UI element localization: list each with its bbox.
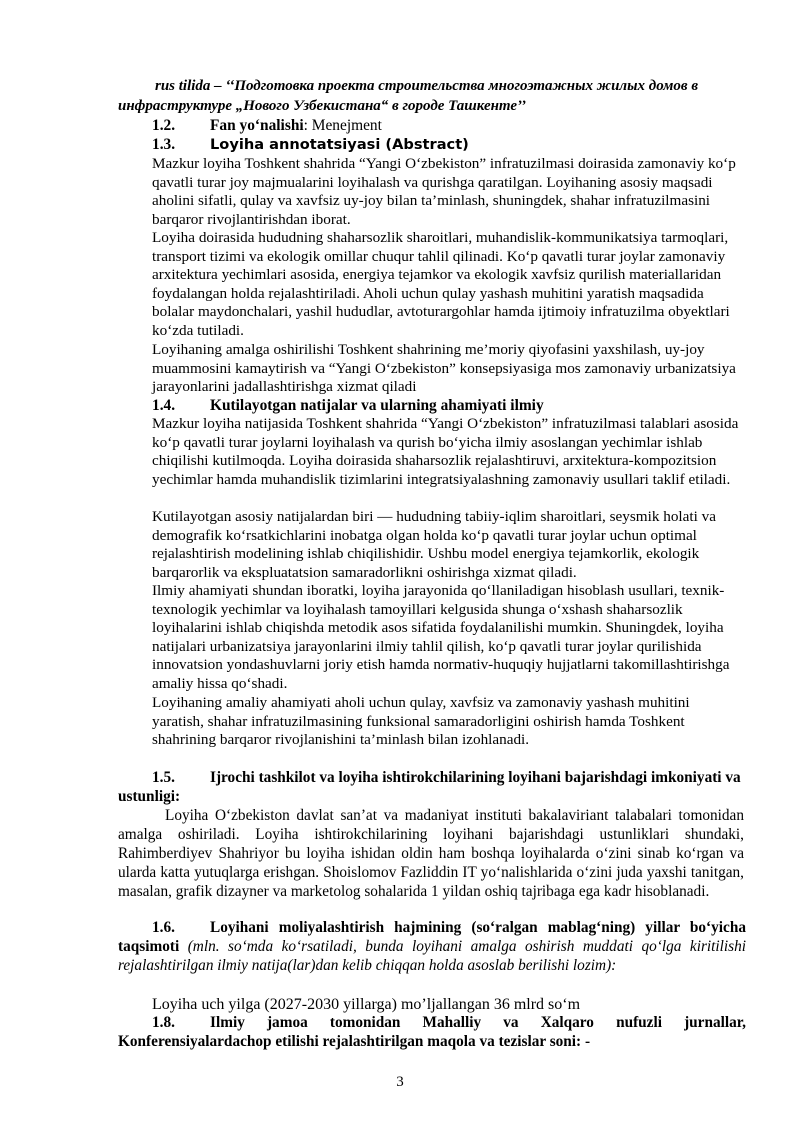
section-number: 1.3. xyxy=(152,136,176,153)
results-paragraph-1: Mazkur loyiha natijasida Toshkent shahrida “Yangi O‘zbekiston” infratuzilmasi talablari asosida ko‘p qavatli turar joylarni loyihalash va qurish bo‘yicha ilmiy asoslangan yechimlar ishlab chiqilishi kutilmoqda. Loyiha doirasida shaharsozlik rejalashtiruvi, arxitektura-kompozitsion yechimlar hamda muhandislik tizimlarini integratsiyalashning zamonaviy usullari taklif etiladi. xyxy=(152,415,739,488)
section-1-8-heading xyxy=(118,1014,746,1052)
section-note: (mln. so‘mda ko‘rsatiladi, bunda loyihani amalga oshirish muddati qo‘lga kiritilishi rejalashtirilgan ilmiy natija(lar)dan kelib chiqqan holda asoslab berilishi lozim): xyxy=(118,937,746,974)
project-title-russian xyxy=(118,77,748,116)
field-value: : Menejment xyxy=(303,117,382,134)
section-1-6-heading xyxy=(118,919,746,976)
section-number: 1.8. xyxy=(152,1014,175,1031)
section-1-4-heading xyxy=(152,396,544,415)
executor-paragraph: Loyiha O‘zbekiston davlat san’at va madaniyat instituti bakalaviriant talabalari tomonidan amalga oshiriladi. Loyiha ishtirokchilarining loyihani bajarishdagi ustunliklari shundaki, Rahimberdiyev Shahriyor bu loyiha ishidan oldin ham boshqa loyihalarda o‘zini sinab ko‘rgan va ularda katta yutuqlarga erishgan. Shoislomov Fazliddin IT yo‘nalishlarida o‘zini juda yaxshi tanitgan, masalan, grafik dizayner va marketolog sohalarida 1 yildan oshiq tajribaga ega kadr hisoblanadi. xyxy=(118,807,744,900)
section-number: 1.2. xyxy=(152,117,176,134)
section-label: Fan yo‘nalishi xyxy=(210,117,304,134)
title-line-2: инфраструктуре „Нового Узбекистана“ в городе Ташкенте’’ xyxy=(118,97,526,114)
abstract-paragraph-2: Loyiha doirasida hududning shaharsozlik sharoitlari, muhandislik-kommunikatsiya tarmoqlari, transport tizimi va ekologik omillar chuqur tahlil qilinadi. Ko‘p qavatli turar joylar zamonaviy arxitektura yechimlari asosida, energiya tejamkor va ekologik xavfsiz qurilish materiallaridan foydalangan holda rejalashtiriladi. Aholi uchun qulay yashash muhitini yaratish maqsadida bolalar maydonchalari, yashil hududlar, avtoturargohlar hamda ijtimoiy infratuzilma obyektlari ko‘zda tutiladi. xyxy=(152,229,730,339)
budget-statement: Loyiha uch yilga (2027-2030 yillarga) mo’ljallangan 36 mlrd so‘m xyxy=(152,996,581,1013)
results-paragraph-2: Kutilayotgan asosiy natijalardan biri — hududning tabiiy-iqlim sharoitlari, seysmik holati va demografik ko‘rsatkichlarini inobatga olgan holda ko‘p qavatli turar joylar uchun optimal rejalashtirish modelining ishlab chiqilishidir. Ushbu model energiya tejamkorlik, ekologik barqarorlik va ekspluatatsion samaradorlikni oshirishga xizmat qiladi. xyxy=(152,508,716,581)
section-label: Ijrochi tashkilot va loyiha ishtirokchilarining loyihani bajarishdagi imkoniyati va ustunligi: xyxy=(118,769,741,805)
section-label: Ilmiy jamoa tomonidan Mahalliy va Xalqaro nufuzli jurnallar, Konferensiyalardachop etilishi rejalashtirilgan maqola va tezislar soni: - xyxy=(118,1014,746,1050)
title-line-1: rus tilida – ‘‘Подготовка проекта строительства многоэтажных жилых домов в xyxy=(155,78,699,94)
results-paragraph-3: Ilmiy ahamiyati shundan iboratki, loyiha jarayonida qo‘llaniladigan hisoblash usullari, texnik-texnologik yechimlar va loyihalash tamoyillari kelgusida shunga o‘xshash shaharsozlik loyihalarini ishlab chiqishda metodik asos sifatida foydalanilishi mumkin. Shuningdek, loyiha natijalari urbanizatsiya jarayonlarini ilmiy tahlil qilish, ko‘p qavatli turar joylar qurilishida innovatsion yondashuvlarni joriy etish hamda normativ-huquqiy hujjatlarni takomillashtirishga amaliy hissa qo‘shadi. xyxy=(152,582,730,692)
section-1-3-heading xyxy=(152,135,469,154)
section-number: 1.5. xyxy=(152,769,175,786)
section-1-5-heading xyxy=(118,769,746,807)
page-number: 3 xyxy=(396,1074,404,1090)
section-label: Loyihani moliyalashtirish hajmining (so‘ralgan mablag‘ning) yillar bo‘yicha taqsimoti xyxy=(118,919,746,955)
abstract-paragraph-3: Loyihaning amalga oshirilishi Toshkent shahrining me’moriy qiyofasini yaxshilash, uy-joy muammosini kamaytirish va “Yangi O‘zbekiston” konsepsiyasiga mos zamonaviy urbanizatsiya jarayonlarini jadallashtirishga xizmat qiladi xyxy=(152,341,736,396)
section-number: 1.6. xyxy=(152,919,175,936)
section-number: 1.4. xyxy=(152,397,176,414)
abstract-paragraph-1: Mazkur loyiha Toshkent shahrida “Yangi O‘zbekiston” infratuzilmasi doirasida zamonaviy ko‘p qavatli turar joy majmualarini loyihalash va qurishga qaratilgan. Loyihaning asosiy maqsadi aholini sifatli, qulay va xavfsiz uy-joy bilan ta’minlash, shuningdek, shahar infratuzilmasini barqaror rivojlantirishdan iborat. xyxy=(152,155,736,228)
section-label: Loyiha annotatsiyasi (Abstract) xyxy=(210,136,469,153)
section-label: Kutilayotgan natijalar va ularning ahamiyati ilmiy xyxy=(210,397,544,414)
results-paragraph-4: Loyihaning amaliy ahamiyati aholi uchun qulay, xavfsiz va zamonaviy yashash muhitini yaratish, shahar infratuzilmasining funksional samaradorligini oshirish hamda Toshkent shahrining barqaror rivojlanishini ta’minlash bilan izohlanadi. xyxy=(152,694,690,749)
section-1-2-heading xyxy=(152,116,382,135)
